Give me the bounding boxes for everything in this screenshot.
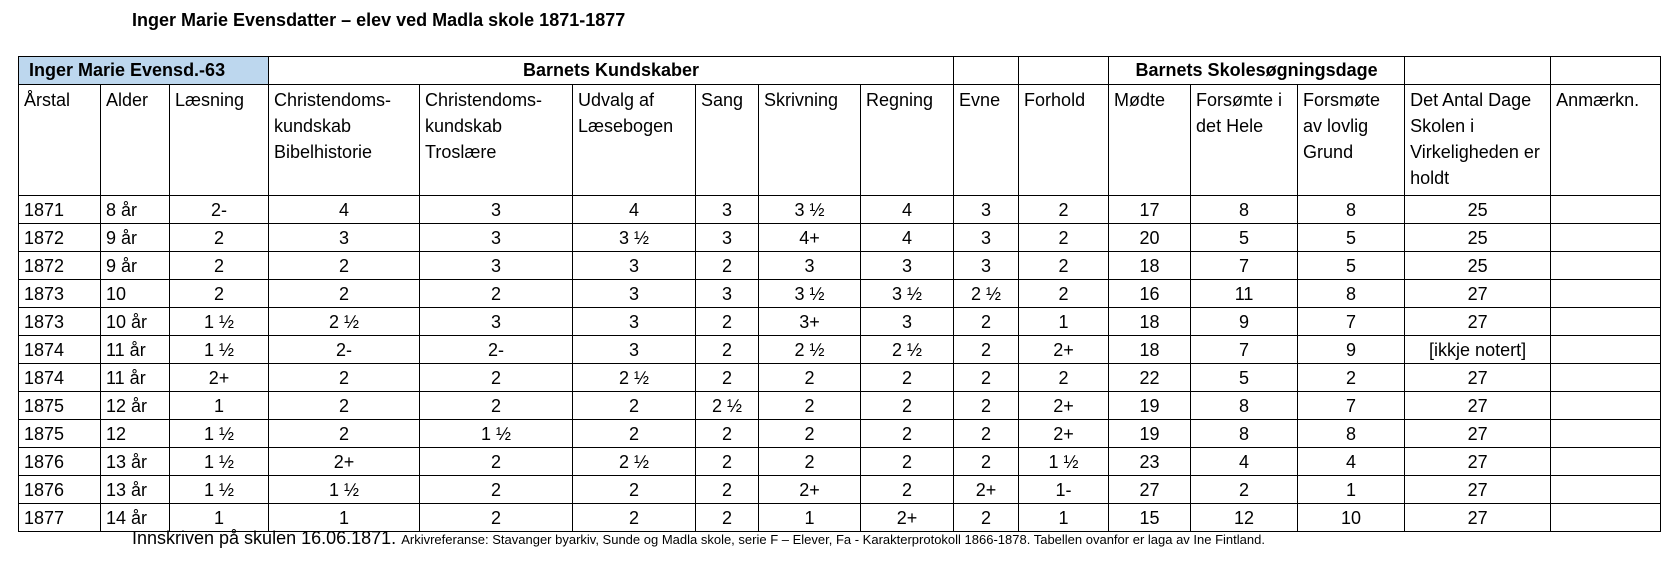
table-cell: 9 år <box>101 252 170 280</box>
table-cell: 2 <box>420 392 573 420</box>
table-cell: 2 <box>1019 224 1109 252</box>
table-cell: 1873 <box>19 280 101 308</box>
table-cell: 2 <box>696 476 759 504</box>
table-cell: 23 <box>1109 448 1191 476</box>
table-cell: 2 <box>170 224 269 252</box>
table-cell <box>1551 476 1661 504</box>
column-header: Christendoms-kundskab Troslære <box>420 85 573 196</box>
table-cell: 2 <box>696 504 759 532</box>
table-cell: 1 ½ <box>1019 448 1109 476</box>
table-cell: 3 ½ <box>573 224 696 252</box>
table-cell: 13 år <box>101 448 170 476</box>
table-cell: 7 <box>1298 392 1405 420</box>
column-header: Forsømte i det Hele <box>1191 85 1298 196</box>
table-cell <box>1551 224 1661 252</box>
table-cell: 3 <box>954 224 1019 252</box>
group-header-row <box>19 57 1661 85</box>
table-cell: 3 <box>420 224 573 252</box>
table-cell: 12 <box>101 420 170 448</box>
column-header: Det Antal Dage Skolen i Virkeligheden er holdt <box>1405 85 1551 196</box>
table-cell: 2+ <box>759 476 861 504</box>
table-cell: 1 <box>269 504 420 532</box>
table-cell: 5 <box>1298 252 1405 280</box>
table-cell: 2 <box>269 392 420 420</box>
table-cell: 1876 <box>19 448 101 476</box>
table-cell: 9 <box>1298 336 1405 364</box>
column-header: Regning <box>861 85 954 196</box>
table-cell: 1875 <box>19 392 101 420</box>
table-cell: 2 <box>420 280 573 308</box>
table-cell: 2 <box>954 392 1019 420</box>
skolesogning-group-header: Barnets Skolesøgningsdage <box>1109 57 1405 85</box>
table-cell: 3 <box>696 196 759 224</box>
table-cell: 3 ½ <box>759 196 861 224</box>
table-cell: 2 <box>954 364 1019 392</box>
table-cell: 2 <box>420 364 573 392</box>
table-cell: 8 år <box>101 196 170 224</box>
enrollment-note: Innskriven på skulen 16.06.1871. <box>132 528 397 548</box>
blank-group-cell <box>1551 57 1661 85</box>
table-cell: 2 <box>573 504 696 532</box>
table-cell: 8 <box>1191 420 1298 448</box>
table-cell: 4 <box>1298 448 1405 476</box>
table-cell: 2 <box>954 308 1019 336</box>
table-cell: 3 <box>954 196 1019 224</box>
table-cell: 27 <box>1405 364 1551 392</box>
table-cell: 3 ½ <box>759 280 861 308</box>
table-cell: 1 <box>759 504 861 532</box>
table-cell: 1874 <box>19 364 101 392</box>
table-cell: 3 <box>420 308 573 336</box>
table-cell <box>1551 420 1661 448</box>
table-cell: 2 <box>759 392 861 420</box>
table-cell: 3 <box>573 336 696 364</box>
column-header-row <box>19 85 1661 196</box>
column-header: Christendoms-kundskab Bibelhistorie <box>269 85 420 196</box>
column-header: Udvalg af Læsebogen <box>573 85 696 196</box>
table-cell: 2 ½ <box>954 280 1019 308</box>
table-cell: 7 <box>1191 336 1298 364</box>
table-cell: 2 <box>954 420 1019 448</box>
table-cell <box>1551 280 1661 308</box>
table-cell: 19 <box>1109 420 1191 448</box>
table-cell: 3 <box>573 280 696 308</box>
table-cell: 27 <box>1405 420 1551 448</box>
table-cell: 1874 <box>19 336 101 364</box>
table-cell: 2 <box>861 476 954 504</box>
table-cell: 5 <box>1298 224 1405 252</box>
table-cell: 1877 <box>19 504 101 532</box>
table-cell: 27 <box>1405 308 1551 336</box>
table-cell: 2 <box>420 448 573 476</box>
table-cell: 2 ½ <box>269 308 420 336</box>
table-cell: 18 <box>1109 308 1191 336</box>
table-cell: 5 <box>1191 224 1298 252</box>
table-cell: 2 ½ <box>573 448 696 476</box>
page-title: Inger Marie Evensdatter – elev ved Madla skole 1871-1877 <box>132 10 626 30</box>
column-header: Mødte <box>1109 85 1191 196</box>
table-cell: 2 <box>954 504 1019 532</box>
table-row <box>19 392 1661 420</box>
footer-note <box>132 528 1265 549</box>
table-cell: 2+ <box>1019 336 1109 364</box>
table-cell: 2+ <box>1019 420 1109 448</box>
table-cell: 1876 <box>19 476 101 504</box>
table-cell: 7 <box>1298 308 1405 336</box>
table-cell: 2 <box>861 420 954 448</box>
table-cell: 2 <box>1019 252 1109 280</box>
table-cell: 4 <box>269 196 420 224</box>
table-cell: 2 <box>954 336 1019 364</box>
table-cell: 18 <box>1109 252 1191 280</box>
column-header: Anmærkn. <box>1551 85 1661 196</box>
table-cell: 2 <box>1191 476 1298 504</box>
table-cell: 11 år <box>101 336 170 364</box>
column-header: Sang <box>696 85 759 196</box>
table-cell: 1873 <box>19 308 101 336</box>
table-cell: 14 år <box>101 504 170 532</box>
student-name-cell: Inger Marie Evensd.-63 <box>19 57 269 85</box>
table-cell: 2+ <box>1019 392 1109 420</box>
table-row <box>19 196 1661 224</box>
table-cell: 8 <box>1298 420 1405 448</box>
table-cell: 2 <box>759 448 861 476</box>
table-cell: 4 <box>861 224 954 252</box>
table-cell: 27 <box>1405 448 1551 476</box>
table-cell: 3 <box>954 252 1019 280</box>
table-cell: 11 år <box>101 364 170 392</box>
table-cell: 2 <box>861 392 954 420</box>
blank-group-cell <box>1019 57 1109 85</box>
column-header: Forhold <box>1019 85 1109 196</box>
table-cell: 4 <box>861 196 954 224</box>
table-cell: 27 <box>1405 280 1551 308</box>
column-header: Forsmøte av lovlig Grund <box>1298 85 1405 196</box>
table-row <box>19 448 1661 476</box>
table-cell <box>1551 196 1661 224</box>
table-cell: 2 <box>1019 364 1109 392</box>
table-cell: 2 ½ <box>861 336 954 364</box>
table-cell <box>1551 504 1661 532</box>
archive-reference: Arkivreferanse: Stavanger byarkiv, Sunde og Madla skole, serie F – Elever, Fa - Karakterprotokoll 1866-1878. Tabellen ovanfor er laga av Ine Fintland. <box>401 532 1265 547</box>
table-row <box>19 308 1661 336</box>
table-row <box>19 420 1661 448</box>
table-cell: 1872 <box>19 224 101 252</box>
table-cell: 2 <box>573 476 696 504</box>
blank-group-cell <box>954 57 1019 85</box>
table-cell: 25 <box>1405 196 1551 224</box>
table-cell: 10 <box>101 280 170 308</box>
table-cell: 27 <box>1405 476 1551 504</box>
table-cell: 3 <box>696 280 759 308</box>
table-cell: 2 ½ <box>759 336 861 364</box>
table-cell: 2 <box>269 252 420 280</box>
table-cell: 1 <box>1019 308 1109 336</box>
table-row <box>19 476 1661 504</box>
table-cell: 1 ½ <box>170 420 269 448</box>
table-cell: 1872 <box>19 252 101 280</box>
kundskaber-group-header: Barnets Kundskaber <box>269 57 954 85</box>
table-row <box>19 252 1661 280</box>
table-cell: 19 <box>1109 392 1191 420</box>
table-cell: 10 år <box>101 308 170 336</box>
table-cell: 2 <box>269 364 420 392</box>
table-cell: 12 <box>1191 504 1298 532</box>
table-cell: 1 ½ <box>170 336 269 364</box>
column-header: Læsning <box>170 85 269 196</box>
table-cell: 1- <box>1019 476 1109 504</box>
table-cell: 2 <box>269 420 420 448</box>
table-cell: 2 <box>759 420 861 448</box>
table-cell: 1 <box>170 392 269 420</box>
table-cell: 2 <box>861 364 954 392</box>
table-cell: 2 <box>954 448 1019 476</box>
table-cell: 1875 <box>19 420 101 448</box>
table-cell: 3 <box>269 224 420 252</box>
table-cell: 3 <box>573 308 696 336</box>
table-cell: 1 ½ <box>269 476 420 504</box>
table-cell: 4 <box>573 196 696 224</box>
table-cell <box>1551 336 1661 364</box>
table-cell: 2 <box>170 280 269 308</box>
table-cell: 3 <box>696 224 759 252</box>
table-cell: 3 <box>759 252 861 280</box>
table-cell <box>1551 308 1661 336</box>
table-cell: 2 <box>696 252 759 280</box>
table-body <box>19 196 1661 532</box>
column-header: Alder <box>101 85 170 196</box>
table-cell <box>1551 364 1661 392</box>
table-cell: 27 <box>1109 476 1191 504</box>
table-cell <box>1551 392 1661 420</box>
table-cell: 3 <box>861 308 954 336</box>
table-cell: 2+ <box>269 448 420 476</box>
table-cell: 1871 <box>19 196 101 224</box>
table-cell: 2 <box>861 448 954 476</box>
table-cell: 1 <box>1298 476 1405 504</box>
column-header: Skrivning <box>759 85 861 196</box>
table-cell: 8 <box>1191 392 1298 420</box>
table-cell: 27 <box>1405 504 1551 532</box>
table-cell: 2 <box>696 420 759 448</box>
column-header: Årstal <box>19 85 101 196</box>
table-cell: 2 <box>759 364 861 392</box>
table-cell <box>1551 448 1661 476</box>
table-cell: 2- <box>269 336 420 364</box>
table-cell: 7 <box>1191 252 1298 280</box>
table-cell: 22 <box>1109 364 1191 392</box>
table-cell: 9 år <box>101 224 170 252</box>
table-cell: 1 ½ <box>170 448 269 476</box>
table-cell: 17 <box>1109 196 1191 224</box>
table-cell: 3+ <box>759 308 861 336</box>
table-cell: 1 ½ <box>170 308 269 336</box>
table-cell: 2 ½ <box>573 364 696 392</box>
table-cell: 2 <box>1019 280 1109 308</box>
table-cell: 15 <box>1109 504 1191 532</box>
table-cell: 20 <box>1109 224 1191 252</box>
table-cell: 9 <box>1191 308 1298 336</box>
table-cell: 2 <box>420 504 573 532</box>
table-cell: 1 ½ <box>420 420 573 448</box>
table-cell: 2- <box>420 336 573 364</box>
table-cell: 2 <box>420 476 573 504</box>
table-cell: 5 <box>1191 364 1298 392</box>
table-cell: 2 <box>269 280 420 308</box>
table-cell: 2 <box>696 448 759 476</box>
table-cell: 10 <box>1298 504 1405 532</box>
blank-group-cell <box>1405 57 1551 85</box>
table-cell: 16 <box>1109 280 1191 308</box>
table-cell: 3 <box>861 252 954 280</box>
table-cell: 1 <box>1019 504 1109 532</box>
table-cell: 8 <box>1298 196 1405 224</box>
table-cell: 13 år <box>101 476 170 504</box>
grade-table <box>18 56 1661 532</box>
table-cell: 2 <box>696 364 759 392</box>
table-cell: 2 ½ <box>696 392 759 420</box>
table-cell: 2 <box>1019 196 1109 224</box>
table-cell: 1 ½ <box>170 476 269 504</box>
table-cell: 8 <box>1191 196 1298 224</box>
table-cell: 2- <box>170 196 269 224</box>
table-cell: 4+ <box>759 224 861 252</box>
table-cell: 2+ <box>954 476 1019 504</box>
table-cell: 2 <box>696 336 759 364</box>
table-cell: 25 <box>1405 252 1551 280</box>
table-cell: 4 <box>1191 448 1298 476</box>
table-cell: 2+ <box>170 364 269 392</box>
table-row <box>19 280 1661 308</box>
table-cell: 2 <box>573 420 696 448</box>
table-cell: 8 <box>1298 280 1405 308</box>
table-cell <box>1551 252 1661 280</box>
table-cell: 2 <box>1298 364 1405 392</box>
table-cell: 2+ <box>861 504 954 532</box>
table-cell: 3 <box>573 252 696 280</box>
table-row <box>19 224 1661 252</box>
table-cell: 11 <box>1191 280 1298 308</box>
table-cell: 3 ½ <box>861 280 954 308</box>
table-cell: [ikkje notert] <box>1405 336 1551 364</box>
table-cell: 2 <box>573 392 696 420</box>
table-cell: 12 år <box>101 392 170 420</box>
table-cell: 3 <box>420 196 573 224</box>
table-row <box>19 364 1661 392</box>
table-row <box>19 336 1661 364</box>
table-cell: 3 <box>420 252 573 280</box>
table-cell: 2 <box>696 308 759 336</box>
table-cell: 25 <box>1405 224 1551 252</box>
table-cell: 2 <box>170 252 269 280</box>
column-header: Evne <box>954 85 1019 196</box>
table-cell: 1 <box>170 504 269 532</box>
table-cell: 27 <box>1405 392 1551 420</box>
table-cell: 18 <box>1109 336 1191 364</box>
